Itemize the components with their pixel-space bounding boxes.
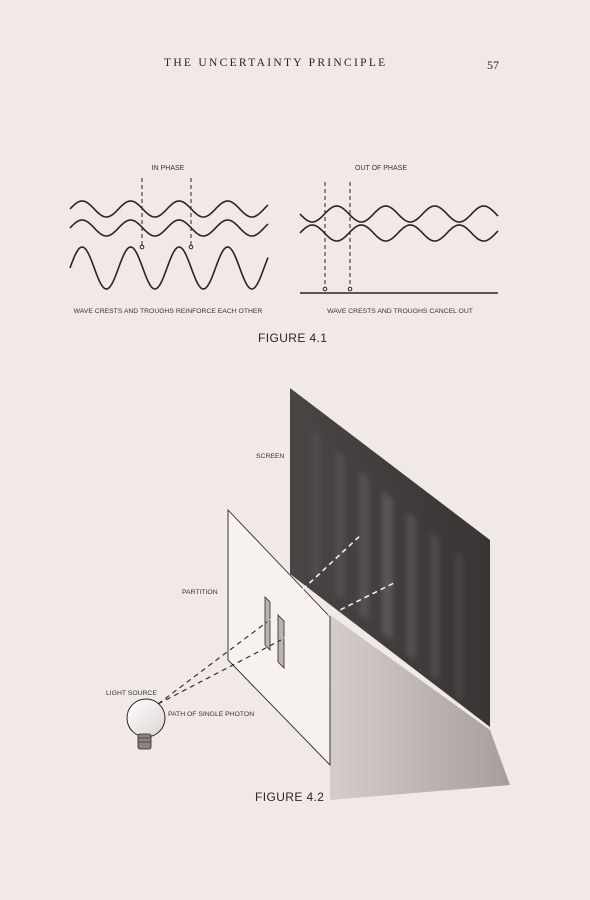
partition-label: PARTITION [182, 589, 218, 596]
out-of-phase-wave-top [300, 206, 498, 222]
out-of-phase-label: OUT OF PHASE [355, 165, 407, 172]
out-of-phase-guide-lines [325, 182, 350, 287]
light-source-label: LIGHT SOURCE [106, 690, 157, 697]
fringe-band [431, 531, 439, 681]
in-phase-wave-top [70, 201, 268, 217]
reinforce-caption: WAVE CRESTS AND TROUGHS REINFORCE EACH OTHER [73, 308, 263, 315]
fringe-band [359, 471, 369, 621]
running-title: THE UNCERTAINTY PRINCIPLE [164, 57, 388, 69]
page-number: 57 [487, 58, 499, 72]
fringe-band [336, 450, 344, 600]
figure-4-1 [70, 165, 498, 315]
in-phase-wave-bottom [70, 220, 268, 236]
slit-left [265, 597, 270, 650]
fringe-band [313, 430, 320, 580]
in-phase-label: IN PHASE [151, 165, 185, 172]
fringe-band [455, 552, 462, 702]
photon-path-label: PATH OF SINGLE PHOTON [168, 711, 255, 718]
fringe-band [382, 491, 393, 641]
fringe-band [406, 511, 416, 661]
figure-4-1-caption: FIGURE 4.1 [258, 331, 328, 345]
light-bulb-icon [127, 699, 165, 749]
figure-4-2 [106, 388, 510, 800]
figure-4-2-caption: FIGURE 4.2 [255, 790, 325, 804]
screen-label: SCREEN [256, 453, 285, 460]
cancel-caption: WAVE CRESTS AND TROUGHS CANCEL OUT [327, 308, 473, 315]
out-of-phase-wave-bottom [300, 225, 498, 241]
in-phase-wave-sum [70, 247, 268, 289]
